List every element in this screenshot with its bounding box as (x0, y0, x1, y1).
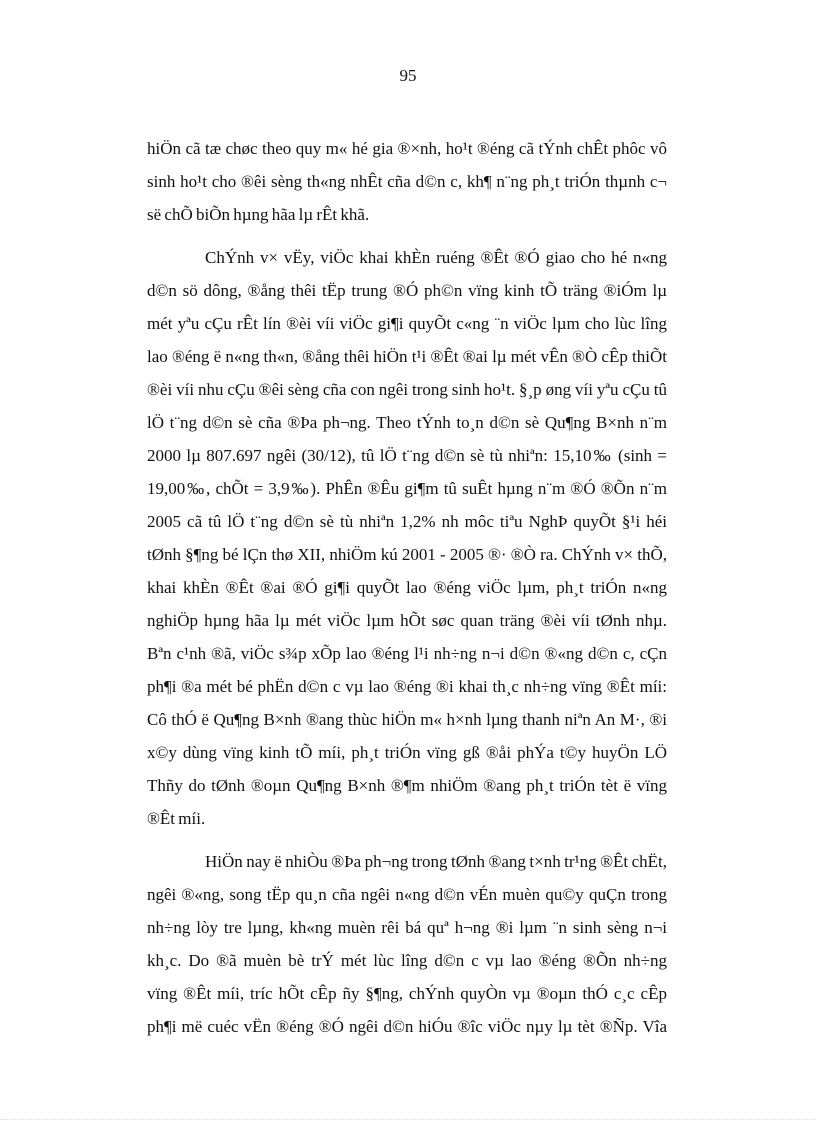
text-line: khai khÈn ®Êt ®ai ®Ó gi¶i quyÕt lao ®éng viÖc lµm, ph¸t triÓn n«ng (147, 578, 667, 597)
text-line: HiÖn nay ë nhiÒu ®Þa ph¬ng trong tØnh ®ang t×nh tr¹ng ®Êt chËt, (205, 852, 667, 871)
text-line: nghiÖp hµng hãa lµ mét viÖc lµm hÕt søc quan träng ®èi víi tØnh nhµ. (147, 611, 667, 630)
text-line: x©y dùng vïng kinh tÕ míi, ph¸t triÓn vïng gß ®åi phÝa t©y huyÖn LÖ (147, 743, 667, 762)
text-line: ph¶i ®a mét bé phËn d©n c vµ lao ®éng ®i khai th¸c nh÷ng vïng ®Êt míi: (147, 677, 667, 696)
text-line: 2000 lµ 807.697 ngêi (30/12), tû lÖ t¨ng d©n sè tù nhiªn: 15,10‰ (sinh = (147, 446, 667, 465)
text-line: ngêi ®«ng, song tËp qu¸n cña ngêi n«ng d©n vÉn muèn qu©y quÇn trong (147, 885, 667, 904)
page-number: 95 (399, 66, 417, 85)
paragraph-2 (147, 241, 667, 835)
text-line: së chÕ biÕn hµng hãa lµ rÊt khã. (147, 205, 370, 224)
text-line: ®èi víi nhu cÇu ®êi sèng cña con ngêi trong sinh ho¹t. §¸p øng víi yªu cÇu tû (147, 380, 667, 399)
page-bottom-rule (0, 1119, 816, 1120)
text-line: Cô thÓ ë Qu¶ng B×nh ®ang thùc hiÖn m« h×nh lµng thanh niªn An M·, ®i (147, 710, 667, 729)
text-line: kh¸c. Do ®ã muèn bè trÝ mét lùc lîng d©n c vµ lao ®éng ®Õn nh÷ng (147, 951, 667, 970)
text-line: Bªn c¹nh ®ã, viÖc s¾p xÕp lao ®éng l¹i nh÷ng n¬i d©n ®«ng d©n c, cÇn (147, 644, 667, 663)
paragraph-3 (147, 845, 667, 1043)
text-line: 2005 cã tû lÖ t¨ng d©n sè tù nhiªn 1,2% nh môc tiªu NghÞ quyÕt §¹i héi (147, 512, 667, 531)
text-line: 19,00‰, chÕt = 3,9‰). PhÊn ®Êu gi¶m tû suÊt hµng n¨m ®Ó ®Õn n¨m (147, 479, 667, 498)
text-line: ®Êt míi. (147, 809, 206, 828)
text-line: hiÖn cã tæ chøc theo quy m« hé gia ®×nh, ho¹t ®éng cã tÝnh chÊt phôc vô (147, 139, 667, 158)
text-line: tØnh §¶ng bé lÇn thø XII, nhiÖm kú 2001 - 2005 ®· ®Ò ra. ChÝnh v× thÕ, (147, 545, 667, 564)
text-line: lao ®éng ë n«ng th«n, ®ång thêi hiÖn t¹i ®Êt ®ai lµ mét vÊn ®Ò cÊp thiÕt (147, 347, 667, 366)
text-line: ph¶i më cuéc vËn ®éng ®Ó ngêi d©n hiÓu ®îc viÖc nµy lµ tèt ®Ñp. Vîa (147, 1017, 667, 1036)
paragraph-1 (147, 132, 667, 231)
text-line: nh÷ng lòy tre lµng, kh«ng muèn rêi bá quª h¬ng ®i lµm ¨n sinh sèng n¬i (147, 918, 667, 937)
text-line: vïng ®Êt míi, tríc hÕt cÊp ñy §¶ng, chÝnh quyÒn vµ ®oµn thÓ c¸c cÊp (147, 984, 667, 1003)
text-line: ChÝnh v× vËy, viÖc khai khÈn ruéng ®Êt ®Ó giao cho hé n«ng (205, 248, 667, 267)
text-line: lÖ t¨ng d©n sè cña ®Þa ph¬ng. Theo tÝnh to¸n d©n sè Qu¶ng B×nh n¨m (147, 413, 667, 432)
text-line: sinh ho¹t cho ®êi sèng th«ng nhÊt cña d©n c, kh¶ n¨ng ph¸t triÓn thµnh c¬ (147, 172, 667, 191)
text-line: mét yªu cÇu rÊt lín ®èi víi viÖc gi¶i quyÕt c«ng ¨n viÖc lµm cho lùc lîng (147, 314, 667, 333)
text-line: d©n sö dông, ®ång thêi tËp trung ®Ó ph©n vïng kinh tÕ träng ®iÓm lµ (147, 281, 667, 300)
body-text (147, 132, 667, 1043)
text-line: Thñy do tØnh ®oµn Qu¶ng B×nh ®¶m nhiÖm ®ang ph¸t triÓn tèt ë vïng (147, 776, 667, 795)
